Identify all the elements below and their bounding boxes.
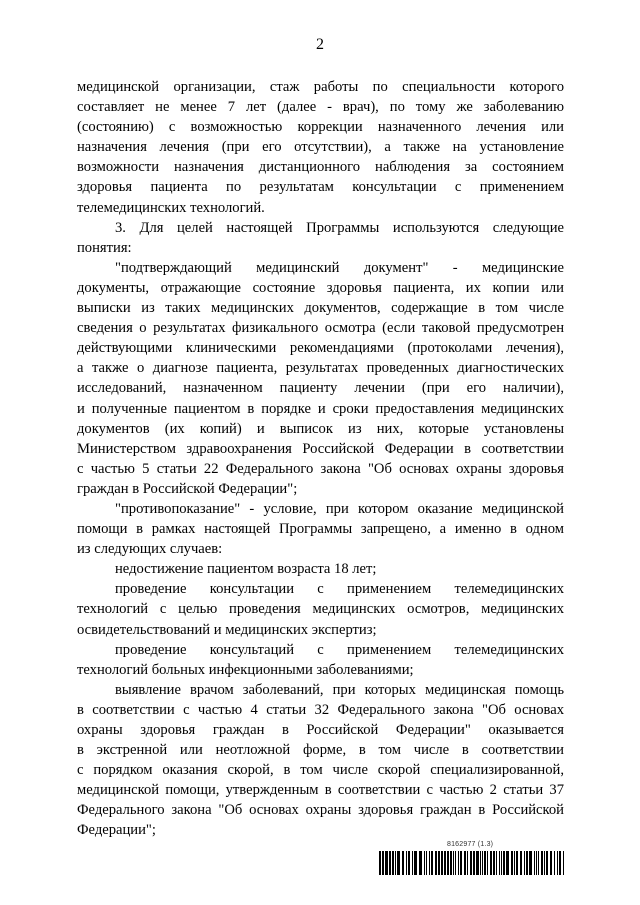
text-line: охраны здоровья граждан в Российской Федерации" оказывается <box>77 722 564 738</box>
text-line: документов (их копий) и выписок из них, которые установлены <box>77 420 564 437</box>
text-line: действующими клиническими рекомендациями (протоколами лечения), <box>77 340 564 357</box>
text-line: и полученные пациентом в порядке и сроки предоставления медицинских <box>77 400 564 417</box>
barcode-image <box>379 851 565 875</box>
text-line: в экстренной или неотложной форме, в том числе в соответствии <box>77 742 564 759</box>
document-code: 8162977 (1.3) <box>447 841 494 848</box>
text-line: "противопоказание" - условие, при котором оказание медицинской <box>115 500 564 517</box>
text-line: недостижение пациентом возраста 18 лет; <box>115 561 377 578</box>
text-line: документы, отражающие состояние здоровья пациента, их копии или <box>77 279 564 296</box>
text-line: "подтверждающий медицинский документ" - медицинские <box>115 259 564 276</box>
text-line: Федерального закона "Об основах охраны здоровья граждан в Российской <box>77 802 564 819</box>
text-line: назначения лечения (при его отсутствии), а также на установление <box>77 139 564 156</box>
text-line: проведение консультаций с применением телемедицинских <box>115 641 564 658</box>
text-line: помощи в рамках настоящей Программы запрещено, а именно в одном <box>77 521 564 538</box>
text-line: выписки из таких медицинских документов, содержащие в том числе <box>77 300 564 317</box>
text-line: (состоянию) с возможностью коррекции назначенного лечения или <box>77 119 564 136</box>
text-line: медицинской помощи, утвержденным в соответствии с частью 2 статьи 37 <box>77 782 564 799</box>
body-text <box>77 77 564 841</box>
text-line: составляет не менее 7 лет (далее - врач), по тому же заболеванию <box>77 99 564 116</box>
text-line: в соответствии с частью 4 статьи 32 Федерального закона "Об основах <box>77 701 564 718</box>
text-line: граждан в Российской Федерации"; <box>77 480 298 497</box>
text-line: освидетельствований и медицинских экспертиз; <box>77 621 377 638</box>
text-line: сведения о результатах физикального осмотра (если таковой предусмотрен <box>77 320 564 337</box>
text-line: а также о диагнозе пациента, результатах проведенных диагностических <box>77 360 564 377</box>
page-number: 2 <box>316 36 324 53</box>
text-line: из следующих случаев: <box>77 541 223 558</box>
text-line: здоровья пациента по результатам консультации с применением <box>77 179 564 196</box>
text-line: медицинской организации, стаж работы по специальности которого <box>77 79 564 95</box>
text-line: Министерством здравоохранения Российской Федерации в соответствии <box>77 440 564 457</box>
text-line: понятия: <box>77 239 132 256</box>
text-line: 3. Для целей настоящей Программы используются следующие <box>115 219 564 236</box>
text-line: исследований, назначенном пациенту лечении (при его наличии), <box>77 380 564 397</box>
text-line: технологий больных инфекционными заболеваниями; <box>77 661 414 678</box>
text-line: технологий с целью проведения медицинских осмотров, медицинских <box>77 601 564 618</box>
text-line: с частью 5 статьи 22 Федерального закона "Об основах охраны здоровья <box>77 460 564 477</box>
text-line: телемедицинских технологий. <box>77 199 265 216</box>
text-line: проведение консультации с применением телемедицинских <box>115 581 564 598</box>
text-line: возможности назначения дистанционного наблюдения за состоянием <box>77 159 564 176</box>
text-line: Федерации"; <box>77 822 156 839</box>
text-line: с порядком оказания скорой, в том числе скорой специализированной, <box>77 762 564 779</box>
text-line: выявление врачом заболеваний, при которых медицинская помощь <box>115 681 564 698</box>
